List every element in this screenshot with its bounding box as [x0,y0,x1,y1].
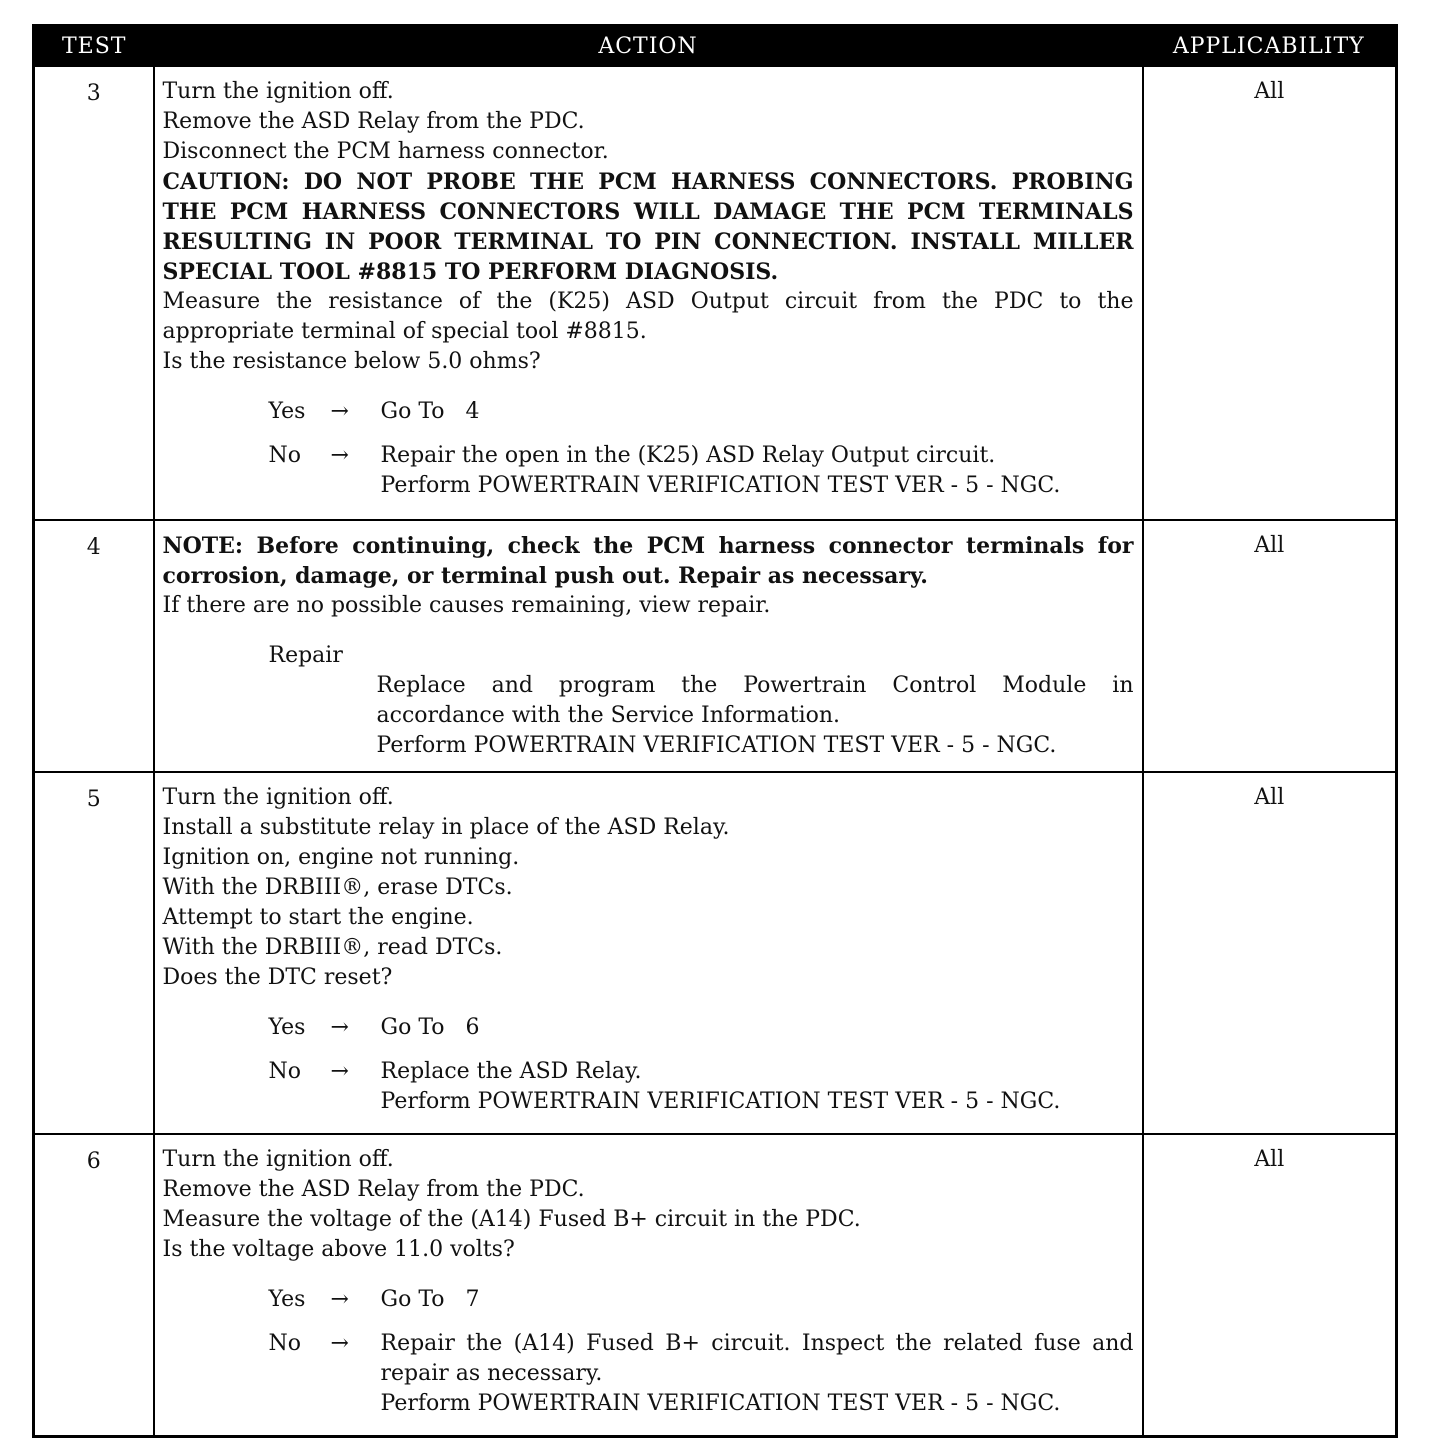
action-step: With the DRBIII®, erase DTCs. [162,875,513,900]
no-label: No [268,1059,301,1084]
no-result-text: Repair the (A14) Fused B+ circuit. Inspect the related fuse and repair as necessary. [380,1331,1134,1386]
yes-result: Go To 6 [380,1015,480,1040]
no-result-text: Repair the open in the (K25) ASD Relay Output circuit. [380,443,996,468]
yes-branch [269,397,1134,427]
yes-result: Go To 7 [380,1287,480,1312]
action-cell [154,772,1143,1134]
action-step: Remove the ASD Relay from the PDC. [162,109,585,134]
arrow-icon: → [330,1015,349,1040]
no-label: No [268,443,301,468]
action-cell [154,1134,1143,1436]
table-row [34,520,1397,772]
table-row [34,1134,1397,1436]
table-row [34,66,1397,520]
no-branch [269,1329,1134,1419]
header-test: TEST [34,26,154,67]
action-step: Measure the voltage of the (A14) Fused B+ circuit in the PDC. [162,1207,861,1232]
action-step: Turn the ignition off. [162,1147,394,1172]
arrow-icon: → [330,399,349,424]
applicability-value: All [1143,66,1397,520]
yes-branch [269,1013,1134,1043]
action-step: Disconnect the PCM harness connector. [162,139,609,164]
action-cell [154,66,1143,520]
yes-label: Yes [268,1015,306,1040]
test-number: 4 [34,520,154,772]
repair-body [377,671,1134,761]
applicability-value: All [1143,1134,1397,1436]
action-step: Attempt to start the engine. [162,905,474,930]
repair-text: Replace and program the Powertrain Control Module in accordance with the Service Information. [376,673,1134,728]
arrow-icon: → [330,1059,349,1084]
action-step: Remove the ASD Relay from the PDC. [162,1177,585,1202]
table-row [34,772,1397,1134]
no-result [381,1329,1134,1419]
arrow-icon: → [330,1287,349,1312]
yes-label: Yes [268,1287,306,1312]
action-step: Ignition on, engine not running. [162,845,520,870]
test-number: 3 [34,66,154,520]
action-step: Install a substitute relay in place of the ASD Relay. [162,815,730,840]
applicability-value: All [1143,772,1397,1134]
action-cell [154,520,1143,772]
action-question: Is the voltage above 11.0 volts? [162,1237,515,1262]
action-step: Turn the ignition off. [162,785,394,810]
yes-label: Yes [268,399,306,424]
no-result [381,441,1134,501]
header-applicability: APPLICABILITY [1143,26,1397,67]
note-text: NOTE: Before continuing, check the PCM harness connector terminals for corrosion, damage, or terminal push out. Repair as necessary. [162,533,1134,589]
action-step: Measure the resistance of the (K25) ASD Output circuit from the PDC to the appropriate terminal of special tool #8815. [162,289,1134,344]
yes-result: Go To 4 [380,399,480,424]
action-question: Is the resistance below 5.0 ohms? [162,349,541,374]
test-number: 5 [34,772,154,1134]
applicability-value: All [1143,520,1397,772]
action-step: If there are no possible causes remaining, view repair. [162,593,771,618]
no-result-text: Replace the ASD Relay. [380,1059,642,1084]
caution-text: CAUTION: DO NOT PROBE THE PCM HARNESS CONNECTORS. PROBING THE PCM HARNESS CONNECTORS WILL DAMAGE THE PCM TERMINALS RESULTING IN POOR TERMINAL TO PIN CONNECTION. INSTALL MILLER SPECIAL TOOL #8815 TO PERFORM DIAGNOSIS. [162,169,1134,285]
verification-test-text: Perform POWERTRAIN VERIFICATION TEST VER - 5 - NGC. [380,473,1061,498]
diagnostic-test-table [32,24,1398,1438]
verification-test-text: Perform POWERTRAIN VERIFICATION TEST VER - 5 - NGC. [380,1391,1061,1416]
action-question: Does the DTC reset? [162,965,393,990]
verification-test-text: Perform POWERTRAIN VERIFICATION TEST VER - 5 - NGC. [380,1089,1061,1114]
arrow-icon: → [330,443,349,468]
table-header-row [34,26,1397,67]
no-label: No [268,1331,301,1356]
repair-label: Repair [268,643,343,668]
arrow-icon: → [330,1331,349,1356]
test-number: 6 [34,1134,154,1436]
verification-test-text: Perform POWERTRAIN VERIFICATION TEST VER - 5 - NGC. [376,733,1057,758]
no-result [381,1057,1134,1117]
action-step: With the DRBIII®, read DTCs. [162,935,503,960]
header-action: ACTION [154,26,1143,67]
no-branch [269,441,1134,501]
action-step: Turn the ignition off. [162,79,394,104]
yes-branch [269,1285,1134,1315]
no-branch [269,1057,1134,1117]
